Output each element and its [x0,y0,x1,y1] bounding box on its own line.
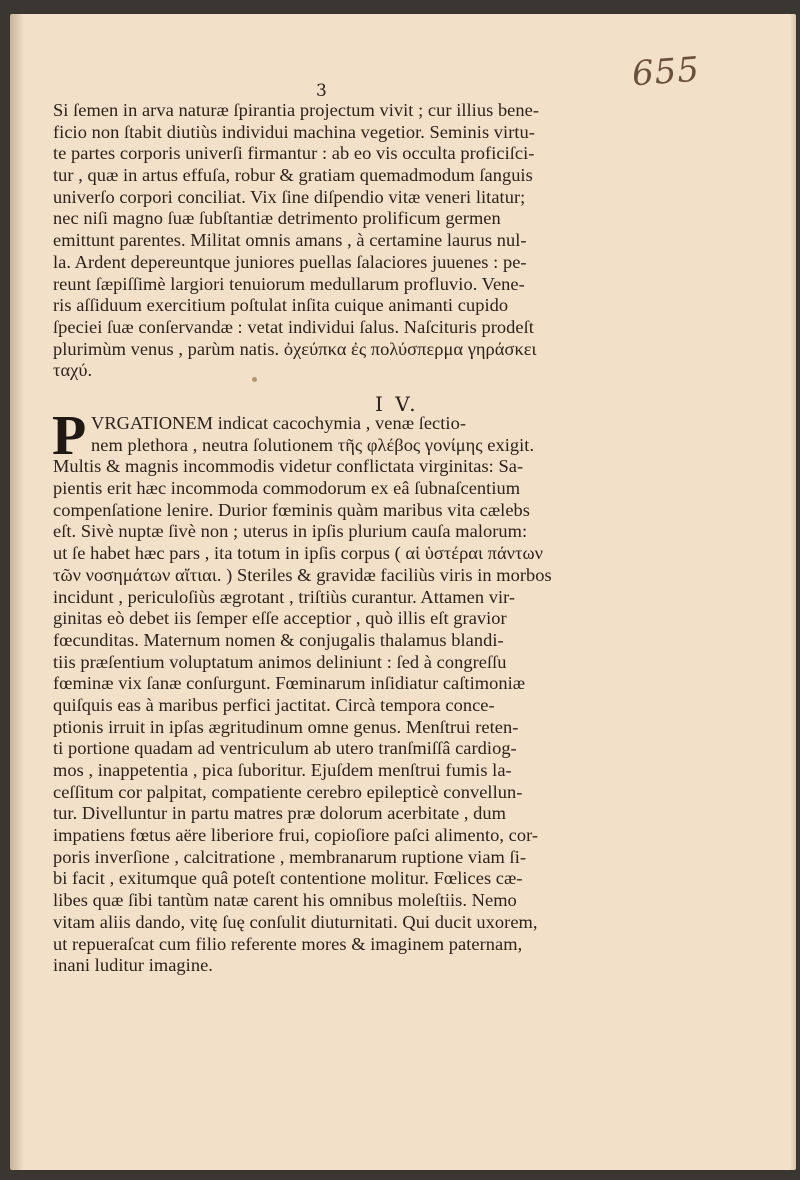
page-edge [790,14,796,1170]
text-line: la. Ardent depereuntque juniores puellas ſalaciores juuenes : pe- [53,251,527,272]
text-line: tiis præſentium voluptatum animos deliniunt : ſed à congreſſu [53,651,507,672]
text-line: ceſſitum cor palpitat, compatiente cerebro epilepticè convellun- [53,781,523,802]
text-line: ti portione quadam ad ventriculum ab utero tranſmiſſâ cardiog- [53,738,517,759]
text-line: ptionis irruit in ipſas ægritudinum omne genus. Menſtrui reten- [53,716,519,737]
text-line: impatiens fœtus aëre liberiore frui, copioſiore paſci alimento, cor- [53,825,539,846]
text-line: eſt. Sivè nuptæ ſivè non ; uterus in ipſis plurium cauſa malorum: [53,521,528,542]
text-line: plurimùm venus , parùm natis. ὀχεύπκα ἐς πολύσπερμα γηράσκει [53,338,537,359]
paragraph-1 [53,100,593,382]
text-line: ſpeciei ſuæ conſervandæ : vetat individui ſalus. Naſcituris prodeſt [53,316,534,337]
text-line: incidunt , periculoſiùs ægrotant , triſtiùs curantur. Attamen vir- [53,586,516,607]
text-line: reunt ſæpiſſimè largiori tenuiorum medullarum profluvio. Vene- [53,273,525,294]
ornament-dot [252,377,257,382]
text-line: Multis & magnis incommodis videtur conflictata virginitas: Sa- [53,456,524,477]
text-line: libes quæ ſibi tantùm natæ carent his omnibus moleſtiis. Nemo [53,890,517,911]
paragraph-2 [52,405,593,977]
text-line: nem plethora , neutra ſolutionem τῆς φλέβος γονίμης exigit. [91,434,535,455]
text-line: inani luditur imagine. [53,955,213,976]
text-line: quiſquis eas à maribus perfici jactitat. Circà tempora conce- [53,694,495,715]
text-line: ginitas eò debet iis ſemper eſſe acceptior , quò illis eſt gravior [53,608,507,629]
text-line: pientis erit hæc incommoda commodorum ex eâ ſubnaſcentium [53,478,521,499]
text-line: Si ſemen in arva naturæ ſpirantia projectum vivit ; cur illius bene- [53,100,540,120]
text-line: τῶν νοσημάτων αἴτιαι. ) Steriles & gravidæ faciliùs viris in morbos [53,564,552,585]
text-line: emittunt parentes. Militat omnis amans , à certamine laurus nul- [53,230,527,251]
text-line: vitam aliis dando, vitę ſuę conſulit diuturnitati. Qui ducit uxorem, [53,911,538,932]
text-line: ut repueraſcat cum filio referente mores & imaginem paternam, [53,933,523,954]
text-line: ficio non ſtabit diutiùs individui machina vegetior. Seminis virtu- [53,121,535,142]
gutter-shadow [10,14,24,1170]
drop-cap: P [52,405,87,467]
text-line: te partes corporis univerſi firmantur : ab eo vis occulta proficiſci- [53,143,535,164]
text-line: fœcunditas. Maternum nomen & conjugalis thalamus blandi- [53,629,504,650]
text-line: compenſatione lenire. Durior fœminis quàm maribus vita cælebs [53,499,531,520]
signature-mark: 3 [316,81,327,101]
section-heading: I V. [375,392,419,416]
text-line: VRGATIONEM indicat cacochymia , venæ ſectio- [91,413,467,433]
text-line: ut ſe habet hæc pars , ita totum in ipſis corpus ( αἱ ὑστέραι πάντων [53,543,543,564]
text-line: tur. Divelluntur in partu matres præ dolorum acerbitate , dum [53,803,506,824]
text-line: fœminæ vix ſanæ conſurgunt. Fœminarum inſidiatur caſtimoniæ [53,673,526,694]
text-line: tur , quæ in artus effuſa, robur & gratiam quemadmodum ſanguis [53,165,533,186]
folio-number: 655 [630,49,702,95]
text-line: univerſo corpori conciliat. Vix ſine diſpendio vitæ veneri litatur; [53,186,526,207]
text-line: nec niſi magno ſuæ ſubſtantiæ detrimento prolificum germen [53,208,501,229]
text-line: mos , inappetentia , pica ſuboritur. Ejuſdem menſtrui fumis la- [53,760,512,780]
text-line: ταχύ. [53,360,93,381]
text-line: poris inverſione , calcitratione , membranarum ruptione viam ſi- [53,846,527,867]
text-line: ris aſſiduum exercitium poſtulat inſita cuique animanti cupido [53,295,509,316]
text-line: bi facit , exitumque quâ poteſt contentione molitur. Fœlices cæ- [53,868,523,889]
